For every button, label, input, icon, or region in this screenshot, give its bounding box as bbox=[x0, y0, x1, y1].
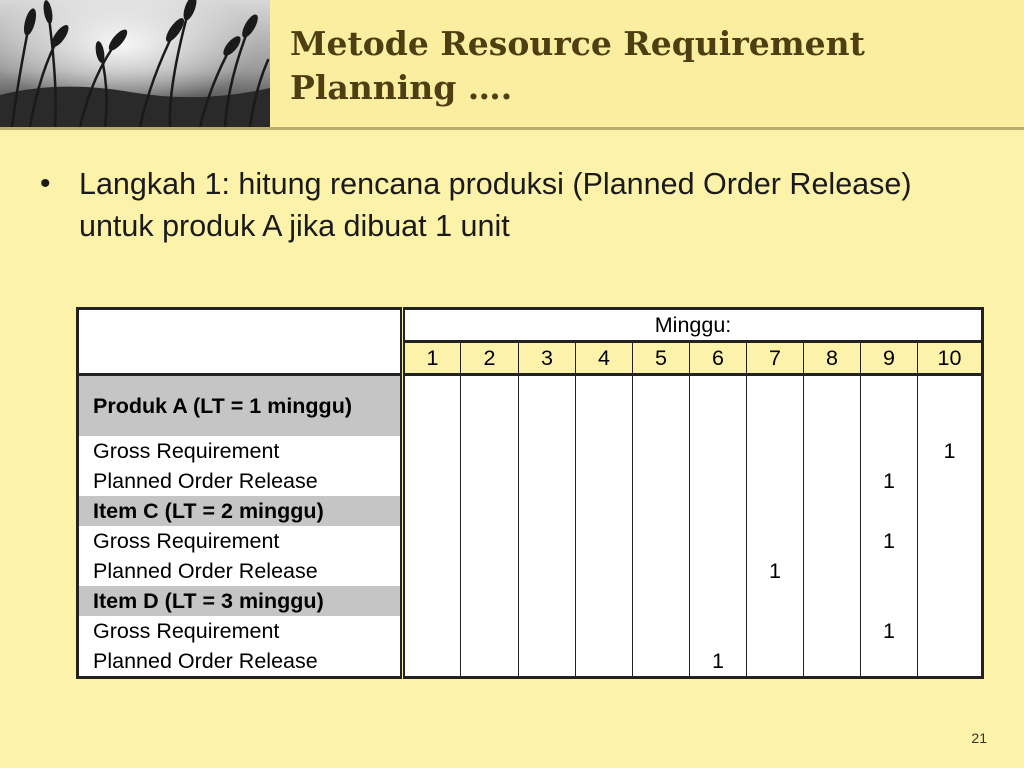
weeks-header: Minggu: bbox=[403, 309, 983, 342]
table-cell bbox=[576, 556, 633, 586]
table-cell bbox=[403, 616, 461, 646]
row-label: Planned Order Release bbox=[78, 646, 403, 678]
table-cell bbox=[690, 586, 747, 616]
table-cell bbox=[633, 646, 690, 678]
title-line-2: Planning …. bbox=[290, 68, 513, 107]
table-cell bbox=[519, 526, 576, 556]
table-cell bbox=[633, 375, 690, 437]
table-cell bbox=[519, 466, 576, 496]
row-label: Gross Requirement bbox=[78, 526, 403, 556]
table-cell bbox=[576, 466, 633, 496]
table-cell bbox=[461, 586, 519, 616]
table-row bbox=[78, 616, 983, 646]
table-cell bbox=[576, 375, 633, 437]
table-cell bbox=[690, 496, 747, 526]
row-label: Gross Requirement bbox=[78, 616, 403, 646]
table-cell bbox=[519, 375, 576, 437]
table-cell bbox=[690, 375, 747, 437]
table-cell bbox=[633, 436, 690, 466]
table-cell bbox=[747, 616, 804, 646]
table-cell bbox=[576, 646, 633, 678]
table-cell bbox=[804, 526, 861, 556]
table-cell bbox=[633, 586, 690, 616]
table-cell bbox=[918, 556, 983, 586]
table-cell: 1 bbox=[747, 556, 804, 586]
table-corner-cell bbox=[78, 309, 403, 375]
table-cell bbox=[461, 556, 519, 586]
slide-header bbox=[0, 0, 1024, 130]
table-cell bbox=[519, 436, 576, 466]
week-header-cell: 3 bbox=[519, 342, 576, 375]
table-cell bbox=[747, 436, 804, 466]
table-cell bbox=[861, 436, 918, 466]
table-section-row bbox=[78, 375, 983, 437]
bullet-dot-icon: • bbox=[40, 167, 51, 200]
table-cell bbox=[804, 496, 861, 526]
table-cell bbox=[747, 526, 804, 556]
table-cell: 1 bbox=[918, 436, 983, 466]
week-header-cell: 5 bbox=[633, 342, 690, 375]
table-cell bbox=[461, 466, 519, 496]
table-cell bbox=[403, 556, 461, 586]
table-cell bbox=[633, 466, 690, 496]
table-cell: 1 bbox=[861, 526, 918, 556]
table-cell bbox=[633, 616, 690, 646]
week-header-cell: 7 bbox=[747, 342, 804, 375]
table-cell: 1 bbox=[861, 616, 918, 646]
table-row bbox=[78, 646, 983, 678]
requirements-table bbox=[76, 307, 984, 679]
table-cell bbox=[519, 646, 576, 678]
week-header-cell: 4 bbox=[576, 342, 633, 375]
table-cell bbox=[861, 496, 918, 526]
table-cell bbox=[576, 496, 633, 526]
table-cell bbox=[403, 526, 461, 556]
table-cell bbox=[519, 556, 576, 586]
table-cell bbox=[804, 556, 861, 586]
table-cell bbox=[918, 586, 983, 616]
table-cell bbox=[747, 586, 804, 616]
table-cell bbox=[576, 436, 633, 466]
week-header-cell: 1 bbox=[403, 342, 461, 375]
table-cell bbox=[747, 646, 804, 678]
row-label: Planned Order Release bbox=[78, 466, 403, 496]
table-cell bbox=[461, 526, 519, 556]
section-label: Item D (LT = 3 minggu) bbox=[78, 586, 403, 616]
table-cell bbox=[461, 436, 519, 466]
page-number: 21 bbox=[971, 730, 987, 746]
bullet-text: Langkah 1: hitung rencana produksi (Planned Order Release) untuk produk A jika dibuat 1 unit bbox=[79, 167, 912, 243]
table-section-row bbox=[78, 496, 983, 526]
table-cell bbox=[519, 496, 576, 526]
table-cell bbox=[403, 436, 461, 466]
title-line-1: Metode Resource Requirement bbox=[290, 24, 865, 63]
table-cell bbox=[747, 466, 804, 496]
table-cell bbox=[804, 375, 861, 437]
row-label: Planned Order Release bbox=[78, 556, 403, 586]
table-cell bbox=[403, 496, 461, 526]
table-cell bbox=[403, 375, 461, 437]
table-cell bbox=[747, 496, 804, 526]
table-row bbox=[78, 436, 983, 466]
table-cell bbox=[576, 616, 633, 646]
table-cell bbox=[403, 646, 461, 678]
table-cell bbox=[861, 646, 918, 678]
table-cell bbox=[918, 466, 983, 496]
table-cell: 1 bbox=[690, 646, 747, 678]
table-cell bbox=[861, 375, 918, 437]
section-label: Produk A (LT = 1 minggu) bbox=[78, 375, 403, 437]
table-cell bbox=[519, 616, 576, 646]
section-label: Item C (LT = 2 minggu) bbox=[78, 496, 403, 526]
table-header-row bbox=[78, 309, 983, 342]
table-cell bbox=[576, 586, 633, 616]
table-cell: 1 bbox=[861, 466, 918, 496]
table-cell bbox=[918, 496, 983, 526]
table-cell bbox=[690, 556, 747, 586]
table-cell bbox=[633, 556, 690, 586]
table-cell bbox=[633, 526, 690, 556]
table-cell bbox=[690, 526, 747, 556]
table-cell bbox=[747, 375, 804, 437]
table-cell bbox=[576, 526, 633, 556]
table-cell bbox=[918, 526, 983, 556]
table-cell bbox=[461, 375, 519, 437]
table-cell bbox=[804, 466, 861, 496]
table-cell bbox=[804, 436, 861, 466]
table-cell bbox=[690, 616, 747, 646]
slide-title bbox=[290, 22, 1010, 110]
wheat-field-photo bbox=[0, 0, 270, 127]
table-cell bbox=[519, 586, 576, 616]
table-cell bbox=[403, 466, 461, 496]
table-cell bbox=[690, 466, 747, 496]
week-header-cell: 9 bbox=[861, 342, 918, 375]
table-cell bbox=[804, 616, 861, 646]
week-header-cell: 6 bbox=[690, 342, 747, 375]
week-header-cell: 2 bbox=[461, 342, 519, 375]
table-row bbox=[78, 526, 983, 556]
table-cell bbox=[403, 586, 461, 616]
table-cell bbox=[690, 436, 747, 466]
week-header-cell: 10 bbox=[918, 342, 983, 375]
table-cell bbox=[804, 646, 861, 678]
table-cell bbox=[461, 616, 519, 646]
table-cell bbox=[633, 496, 690, 526]
table-row bbox=[78, 466, 983, 496]
week-header-cell: 8 bbox=[804, 342, 861, 375]
table-cell bbox=[861, 586, 918, 616]
table-cell bbox=[804, 586, 861, 616]
table-cell bbox=[918, 616, 983, 646]
row-label: Gross Requirement bbox=[78, 436, 403, 466]
table-section-row bbox=[78, 586, 983, 616]
table-cell bbox=[918, 646, 983, 678]
table-cell bbox=[461, 646, 519, 678]
table-cell bbox=[461, 496, 519, 526]
table-cell bbox=[918, 375, 983, 437]
table-row bbox=[78, 556, 983, 586]
table-cell bbox=[861, 556, 918, 586]
